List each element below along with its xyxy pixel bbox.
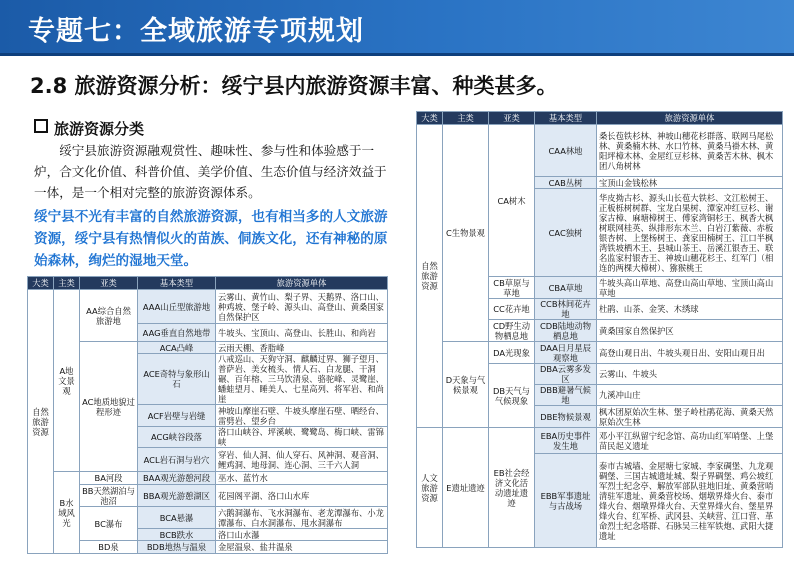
basic-type-cell: AAG垂直自然地带 bbox=[138, 324, 216, 342]
page-title: 专题七：全域旅游专项规划 bbox=[28, 16, 364, 47]
zhulei-cell: B水域风光 bbox=[54, 472, 80, 554]
col-header-yalei: 亚类 bbox=[489, 112, 535, 125]
unit-cell: 邓小平江纵留宁纪念馆、高功山红军哨堡、上堡苗民起义遗址 bbox=[597, 428, 783, 454]
basic-type-cell: DBB避暑气候地 bbox=[535, 385, 597, 406]
col-header-basic: 基本类型 bbox=[138, 277, 216, 290]
col-header-dalei: 大类 bbox=[28, 277, 54, 290]
yalei-cell: CB草原与草地 bbox=[489, 277, 535, 299]
yalei-cell: EB社会经济文化活动遗址遗迹 bbox=[489, 428, 535, 548]
basic-type-cell: ACG峡谷段落 bbox=[138, 427, 216, 448]
unit-cell: 金屋温泉、盐井温泉 bbox=[216, 541, 388, 554]
yalei-cell: BB天然湖泊与池沼 bbox=[80, 485, 138, 507]
unit-cell: 九溪冲山庄 bbox=[597, 385, 783, 406]
yalei-cell: BC瀑布 bbox=[80, 507, 138, 541]
basic-type-cell: ACE奇特与象形山石 bbox=[138, 354, 216, 405]
basic-type-cell: BBA观光游憩湖区 bbox=[138, 485, 216, 507]
basic-type-cell: ACL岩石洞与岩穴 bbox=[138, 448, 216, 472]
basic-type-cell: DBA云雾多发区 bbox=[535, 364, 597, 385]
basic-type-cell: CAC独树 bbox=[535, 189, 597, 277]
unit-cell: 牛坡头、宝顶山、高登山、长胜山、和尚岩 bbox=[216, 324, 388, 342]
unit-cell: 八戒巡山、天狗守洞、麒麟过界、狮子望月、普萨岩、美女梳头、情人石、白龙腿、干洞碾、百年榕、三马饮清泉、骆驼峰、灵鹭崖、蟠蛙望月、睡美人、七星高列、将军岩、和尚崖 bbox=[216, 354, 388, 405]
unit-cell: 云雨天棚、香脂峰 bbox=[216, 342, 388, 354]
unit-cell: 高登山观日出、牛坡头观日出、安阳山观日出 bbox=[597, 342, 783, 364]
basic-type-cell: CAA林地 bbox=[535, 125, 597, 177]
basic-type-cell: CCB林间花卉地 bbox=[535, 299, 597, 320]
zhulei-cell: A地文景观 bbox=[54, 290, 80, 472]
yalei-cell: DB天气与气候现象 bbox=[489, 364, 535, 428]
subtitle: 2.8 旅游资源分析：绥宁县内旅游资源丰富、种类甚多。 bbox=[30, 74, 558, 98]
left-resource-table bbox=[27, 276, 388, 554]
basic-type-cell: CBA草地 bbox=[535, 277, 597, 299]
unit-cell: 牛坡头高山草地、高登山高山草地、宝顶山高山草地 bbox=[597, 277, 783, 299]
right-resource-table bbox=[416, 111, 783, 548]
unit-cell: 六鹅洞瀑布、飞水洞瀑布、老龙潭瀑布、小龙潭瀑布、白水洞瀑布、甩水洞瀑布 bbox=[216, 507, 388, 529]
yalei-cell: BA河段 bbox=[80, 472, 138, 485]
dalei-cell: 自然旅游资源 bbox=[417, 125, 443, 428]
unit-cell: 洛口山水瀑 bbox=[216, 529, 388, 541]
section-title: 旅游资源分类 bbox=[54, 120, 145, 138]
square-bullet-icon bbox=[34, 119, 48, 133]
section-heading bbox=[34, 118, 144, 139]
col-header-yalei: 亚类 bbox=[80, 277, 138, 290]
unit-cell: 神坡山摩崖石壁、牛坡头摩崖石壁、晒经台、雷劈岩、望乡台 bbox=[216, 405, 388, 427]
header-stripe bbox=[0, 53, 794, 56]
zhulei-cell: D天象与气候景观 bbox=[443, 342, 489, 428]
unit-cell: 云雾山、黄竹山、梨子界、天鹅界、洛口山、种鸡坡、堡子岭、源头山、高登山、黄桑国家自然保护区 bbox=[216, 290, 388, 324]
zhulei-cell: C生物景观 bbox=[443, 125, 489, 342]
dalei-cell: 自然旅游资源 bbox=[28, 290, 54, 554]
col-header-unit: 旅游资源单体 bbox=[597, 112, 783, 125]
header-banner bbox=[0, 0, 794, 56]
yalei-cell: CC花卉地 bbox=[489, 299, 535, 320]
zhulei-cell: E遗址遗迹 bbox=[443, 428, 489, 548]
basic-type-cell: CDB陆地动物栖息地 bbox=[535, 320, 597, 342]
basic-type-cell: DBE物候景观 bbox=[535, 406, 597, 428]
yalei-cell: AC地质地貌过程形迹 bbox=[80, 342, 138, 472]
col-header-basic: 基本类型 bbox=[535, 112, 597, 125]
intro-paragraph: 绥宁县旅游资源融观赏性、趣味性、参与性和体验感于一炉，合文化价值、科普价值、美学价值、生态价值与经济效益于一体，是一个相对完整的旅游资源体系。 bbox=[34, 143, 387, 200]
unit-cell: 杜鹃、山茶、金笑、木绣球 bbox=[597, 299, 783, 320]
col-header-zhulei: 主类 bbox=[54, 277, 80, 290]
yalei-cell: BD泉 bbox=[80, 541, 138, 554]
yalei-cell: CA树木 bbox=[489, 125, 535, 277]
unit-cell: 花园阁平湖、洛口山水库 bbox=[216, 485, 388, 507]
basic-type-cell: DAA日月星辰观察地 bbox=[535, 342, 597, 364]
basic-type-cell: BDB地热与温泉 bbox=[138, 541, 216, 554]
col-header-dalei: 大类 bbox=[417, 112, 443, 125]
highlight-paragraph: 绥宁县不光有丰富的自然旅游资源，也有相当多的人文旅游资源，绥宁县有热情似火的苗族、侗族文化，还有神秘的原始森林，绚烂的湿地天堂。 bbox=[34, 209, 388, 269]
yalei-cell: CD野生动物栖息地 bbox=[489, 320, 535, 342]
basic-type-cell: AAA山丘型旅游地 bbox=[138, 290, 216, 324]
unit-cell: 枫木团原始次生林、堡子岭杜鹃花海、黄桑天然原始次生林 bbox=[597, 406, 783, 428]
basic-type-cell: BCB跌水 bbox=[138, 529, 216, 541]
basic-type-cell: EBA历史事件发生地 bbox=[535, 428, 597, 454]
yalei-cell: DA光现象 bbox=[489, 342, 535, 364]
col-header-unit: 旅游资源单体 bbox=[216, 277, 388, 290]
basic-type-cell: EBB军事遗址与古战场 bbox=[535, 454, 597, 548]
unit-cell: 云雾山、牛坡头 bbox=[597, 364, 783, 385]
basic-type-cell: CAB丛树 bbox=[535, 177, 597, 189]
unit-cell: 宝顶山金钱松林 bbox=[597, 177, 783, 189]
basic-type-cell: BAA观光游憩河段 bbox=[138, 472, 216, 485]
dalei-cell: 人文旅游资源 bbox=[417, 428, 443, 548]
unit-cell: 洛口山峡谷、坪溪峡、鹭鹭岛、梅口峡、雷锦峡 bbox=[216, 427, 388, 448]
basic-type-cell: ACA凸峰 bbox=[138, 342, 216, 354]
col-header-zhulei: 主类 bbox=[443, 112, 489, 125]
basic-type-cell: BCA悬瀑 bbox=[138, 507, 216, 529]
yalei-cell: AA综合自然旅游地 bbox=[80, 290, 138, 342]
unit-cell: 穿岩、仙人洞、仙人穿石、风神洞、观音洞、鲤鸡洞、地母洞、连心洞、三千六人洞 bbox=[216, 448, 388, 472]
basic-type-cell: ACF岩壁与岩缝 bbox=[138, 405, 216, 427]
unit-cell: 桑长苞铁杉林、神坡山穗花杉群落、联网马尾松林、黄桑楠木林、水口竹林、黄桑马褂木林、黄阳坪樟木林、金屋红豆杉林、黄桑苦木林、枫木团八角树林 bbox=[597, 125, 783, 177]
unit-cell: 黄桑国家自然保护区 bbox=[597, 320, 783, 342]
unit-cell: 巫水、蓝竹水 bbox=[216, 472, 388, 485]
unit-cell: 华皮拗古杉、源头山长苞大铁杉、文江松树王、正板栎树树群、宝龙白果树、潭家冲红豆杉、谢家古樟、麻塘樟树王、傅家湾铜杉王、枫香大枫树联网桂英、纵排形东木兰、白岩汀紫薇、赤板银杏树、上堡杨树王、龚家田楠树王、江口半枫湾铁坡栖木王、县城山茶王、岳溪江银杏王、联名监家村银杏王、神坡山穗花杉王、红军门（相连的两棵大樟树）、猕猴桃王 bbox=[597, 189, 783, 277]
unit-cell: 泰市古城墙、金屋塘七家城、李家碉堡、九龙观碉堡、三国古城遗址城、梨子界碉堡、鸡公坡红军烈士纪念亭、解放军部队驻地旧址、黄桑营哨清驻军遗址、黄桑营校场、烟墩界烽火台、泰市烽火台、烟墩界烽火台、天堂界烽火台、堡星界烽火台、红军桥、武冈县、关峡营、江口营、革命烈士纪念塔群、石脉吴三桂军铁炮、武阳大捷遗址 bbox=[597, 454, 783, 548]
